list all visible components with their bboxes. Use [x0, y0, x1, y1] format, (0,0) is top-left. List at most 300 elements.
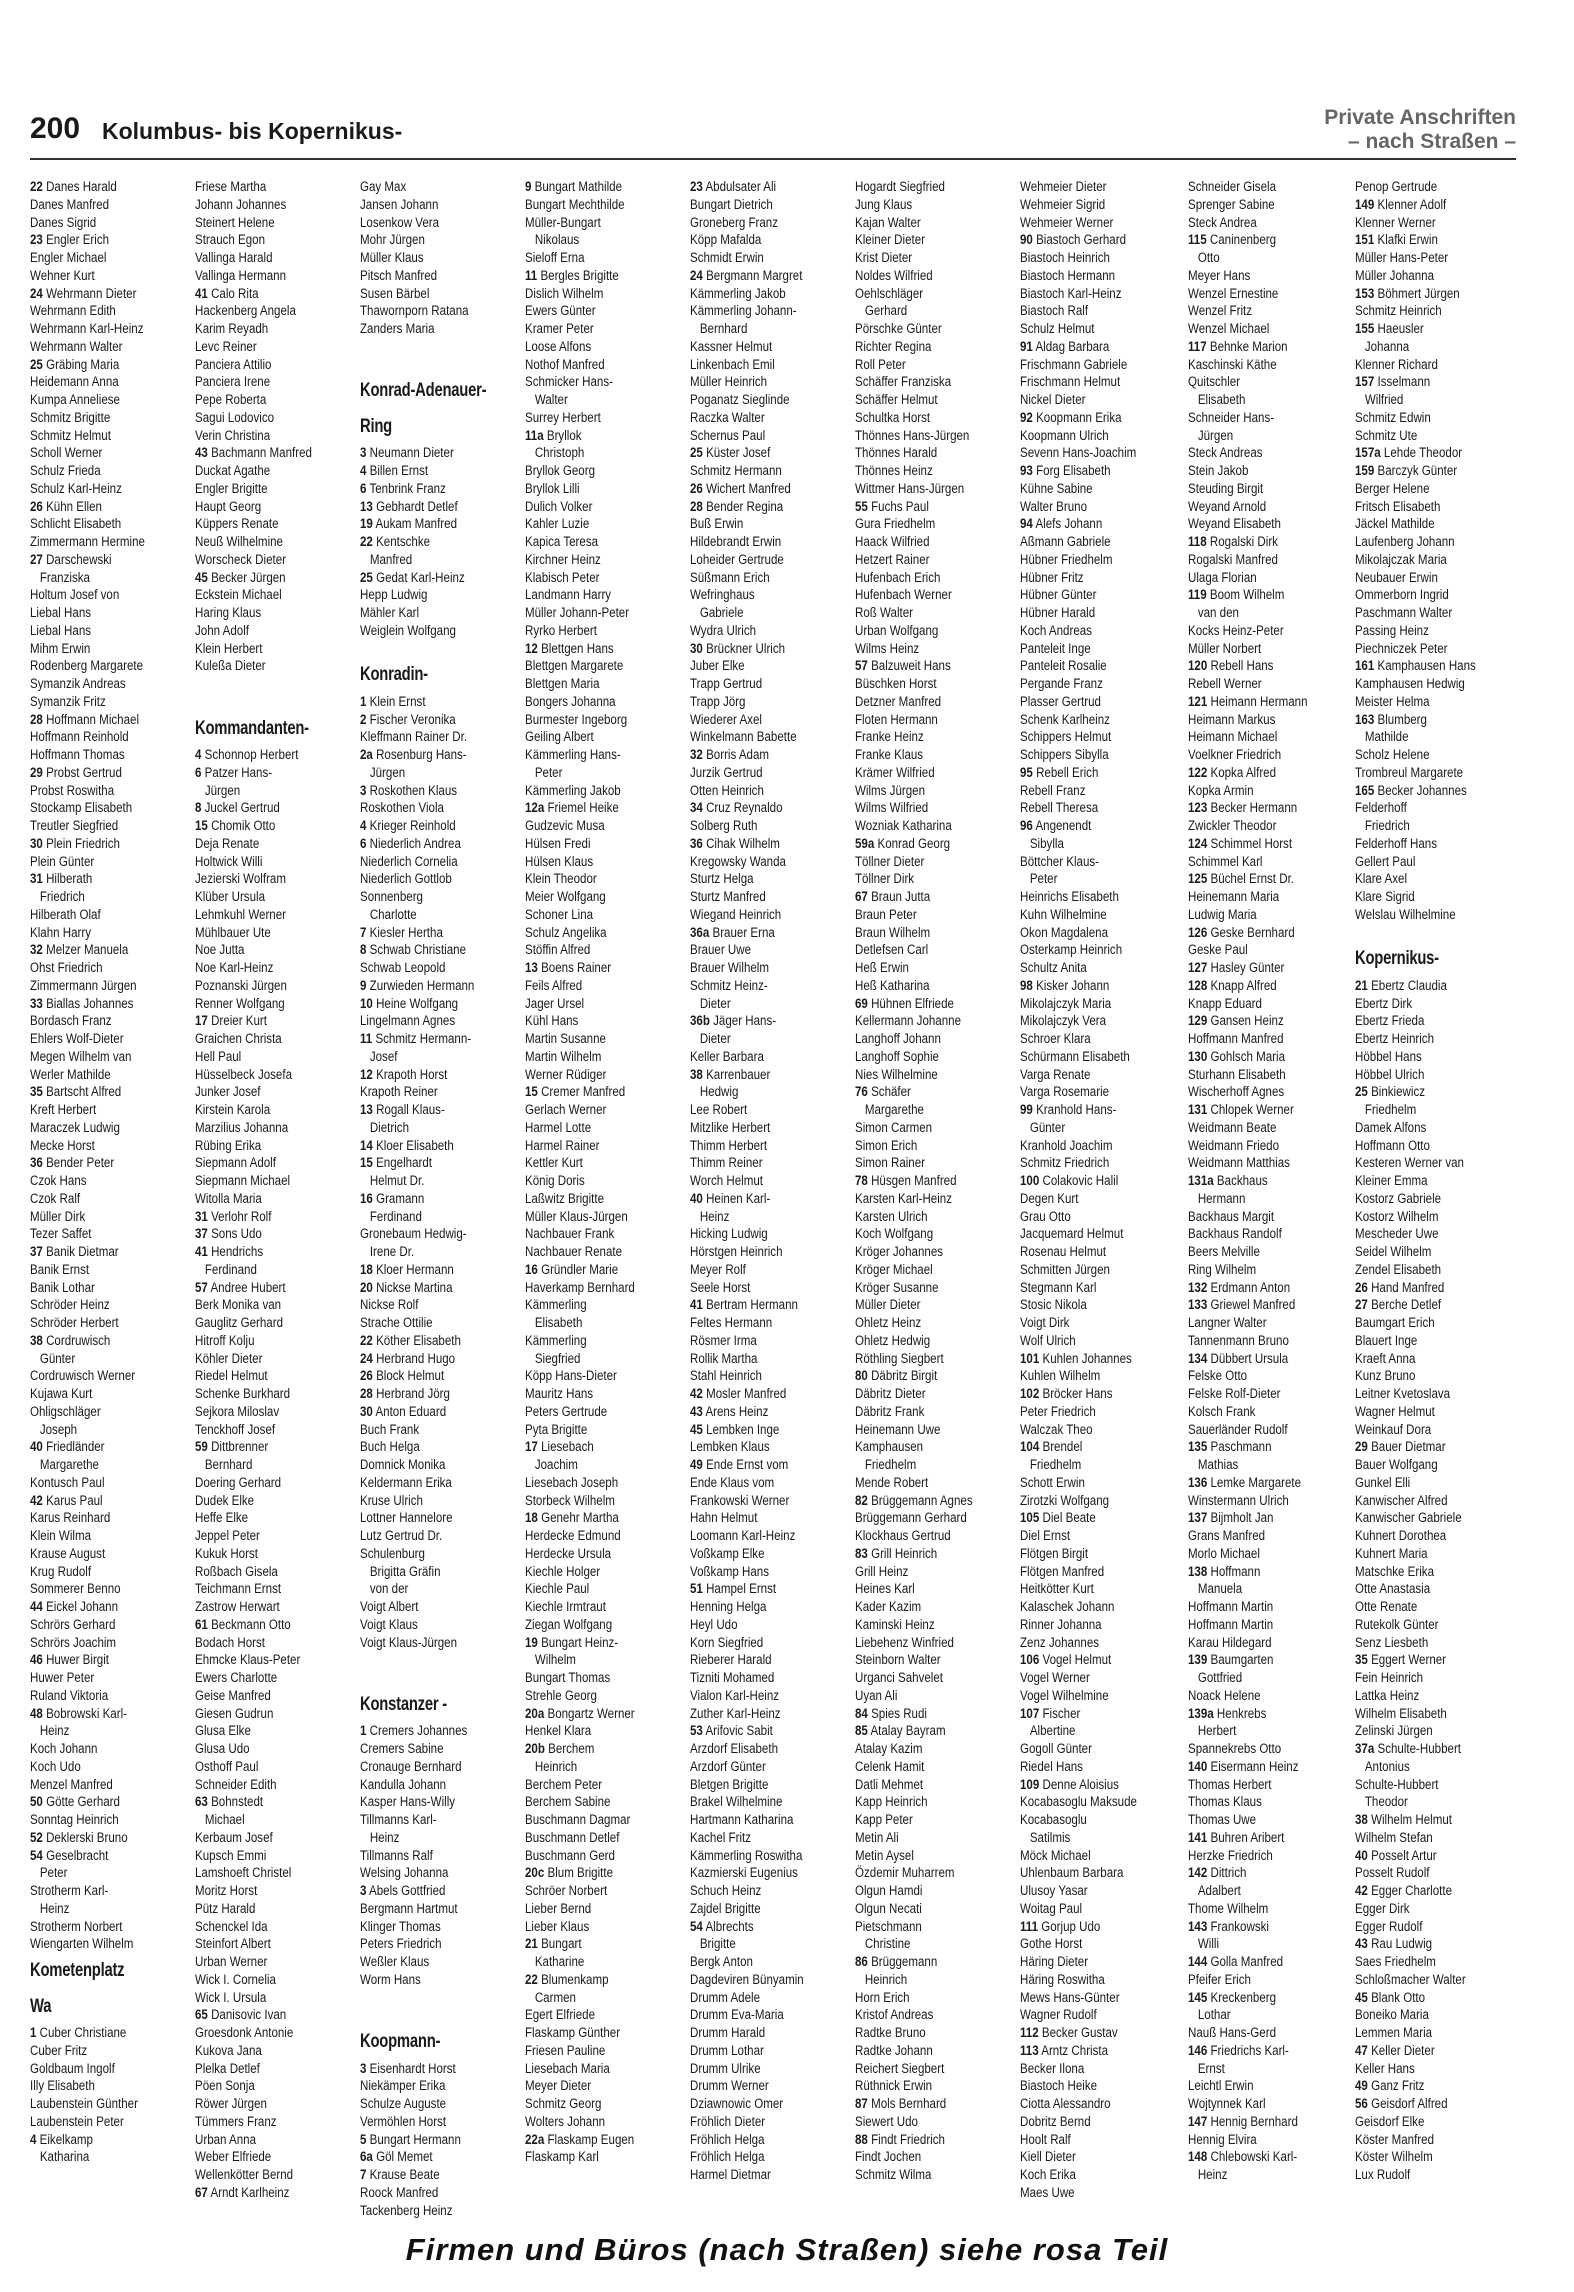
directory-entry [855, 640, 1017, 658]
entry-text [1020, 231, 1126, 249]
resident-name: Büchel Ernst Dr. [1210, 870, 1295, 887]
resident-name: Braun Wilhelm [855, 923, 931, 940]
directory-entry [855, 1279, 1017, 1297]
directory-entry [1188, 1935, 1350, 1953]
directory-entry [30, 1811, 192, 1829]
entry-text [1020, 1971, 1105, 1989]
directory-entry [30, 764, 192, 782]
directory-entry [855, 1208, 1017, 1226]
entry-text [30, 835, 120, 853]
entry-text [360, 906, 417, 924]
resident-name: Tannenmann Bruno [1188, 1331, 1289, 1348]
resident-name: Meier Wolfgang [525, 888, 606, 904]
resident-name: Wagner Rudolf [1020, 2006, 1097, 2023]
resident-name: Müller Johanna [1355, 266, 1435, 283]
resident-name: Noe Jutta [195, 941, 245, 958]
resident-name: Buschmann Dagmar [525, 1811, 631, 1827]
directory-entry [1020, 249, 1182, 267]
entry-text [1188, 1740, 1281, 1758]
directory-entry [690, 1669, 852, 1687]
resident-name: Drumm Lothar [690, 2041, 764, 2058]
resident-name: Noe Karl-Heinz [195, 959, 274, 975]
entry-text [195, 1598, 280, 1616]
resident-name: Kröger Susanne [855, 1278, 939, 1295]
directory-entry [1020, 1208, 1182, 1226]
entry-text [1355, 1119, 1426, 1137]
directory-entry [1188, 320, 1350, 338]
directory-entry [1188, 1332, 1350, 1350]
directory-entry [1020, 196, 1182, 214]
resident-name: Günter [39, 1349, 76, 1366]
resident-name: Langner Walter [1188, 1314, 1267, 1330]
resident-name: Mihm Erwin [30, 639, 91, 656]
entry-text [360, 817, 456, 835]
directory-entry [30, 1030, 192, 1048]
entry-text [360, 2113, 446, 2131]
directory-entry [1188, 1243, 1350, 1261]
entry-text [1188, 1758, 1299, 1776]
entry-text [360, 1776, 446, 1794]
directory-entry [1020, 2166, 1182, 2184]
entry-text [855, 622, 938, 640]
entry-text [360, 1119, 409, 1137]
entry-text [30, 2060, 115, 2078]
directory-entry [1188, 444, 1350, 462]
entry-text [1020, 196, 1105, 214]
resident-name: Czok Hans [30, 1172, 87, 1188]
resident-name: Weiglein Wolfgang [360, 621, 456, 638]
resident-name: Eikelkamp [39, 2130, 93, 2147]
directory-entry [1020, 853, 1182, 871]
directory-entry [195, 1314, 357, 1332]
directory-entry [1020, 2184, 1182, 2202]
directory-entry [855, 1918, 1017, 1936]
entry-text [360, 1208, 422, 1226]
directory-entry [360, 1598, 522, 1616]
entry-text [1188, 1101, 1294, 1119]
resident-name: Kleiner Emma [1355, 1172, 1428, 1188]
directory-entry [690, 817, 852, 835]
house-number: 157a [1355, 444, 1381, 461]
resident-name: Backhaus [1216, 1172, 1268, 1188]
entry-text [1355, 1154, 1464, 1172]
directory-column [1020, 178, 1182, 2202]
entry-text [690, 1953, 753, 1971]
directory-entry [855, 1793, 1017, 1811]
entry-text [360, 1030, 471, 1048]
entry-text [1020, 1829, 1070, 1847]
resident-name: Rollik Martha [690, 1349, 758, 1366]
entry-text [195, 1119, 288, 1137]
entry-text [1355, 1847, 1437, 1865]
house-number: 90 [1020, 231, 1033, 248]
directory-entry [360, 1438, 522, 1456]
entry-text [1355, 1971, 1466, 1989]
entry-text [690, 959, 769, 977]
directory-entry [30, 1545, 192, 1563]
directory-entry [1020, 480, 1182, 498]
resident-name: Banik Dietmar [46, 1243, 119, 1259]
directory-entry [855, 1989, 1017, 2007]
directory-entry [690, 1030, 852, 1048]
entry-text [30, 1314, 119, 1332]
resident-name: Wellenkötter Bernd [195, 2166, 294, 2182]
directory-entry [30, 1492, 192, 1510]
entry-text [1020, 1243, 1106, 1261]
directory-entry [1188, 1651, 1350, 1669]
entry-text [855, 1456, 916, 1474]
directory-entry [30, 728, 192, 746]
resident-name: Bachmann Manfred [211, 444, 312, 461]
entry-text [1020, 941, 1122, 959]
entry-text [690, 533, 781, 551]
entry-text [195, 1172, 290, 1190]
directory-entry [690, 302, 852, 320]
entry-text [1020, 1101, 1116, 1119]
resident-name: Friedrich [39, 888, 85, 904]
directory-entry [855, 1563, 1017, 1581]
house-number: 148 [1188, 2148, 1208, 2165]
resident-name: Wick I. Cornelia [195, 1970, 276, 1987]
directory-entry [690, 1403, 852, 1421]
directory-entry [855, 338, 1017, 356]
resident-name: Özdemir Muharrem [855, 1864, 955, 1881]
resident-name: Schoner Lina [525, 905, 594, 922]
directory-entry [195, 1669, 357, 1687]
resident-name: Kachel Fritz [690, 1828, 752, 1845]
entry-text [525, 835, 591, 853]
directory-entry [1020, 1048, 1182, 1066]
house-number: 41 [195, 284, 208, 301]
directory-entry [690, 1509, 852, 1527]
entry-text [1020, 728, 1111, 746]
directory-entry [30, 2113, 192, 2131]
house-number: 63 [195, 1793, 208, 1810]
house-number: 92 [1020, 408, 1033, 425]
directory-entry [1020, 1509, 1182, 1527]
directory-entry [1355, 1900, 1517, 1918]
entry-text [195, 1048, 241, 1066]
entry-text [1188, 1847, 1273, 1865]
entry-text [855, 941, 928, 959]
directory-entry [1020, 1367, 1182, 1385]
directory-entry [30, 1332, 192, 1350]
entry-text [360, 1474, 452, 1492]
resident-name: Teichmann Ernst [195, 1580, 282, 1597]
entry-text [1355, 1030, 1434, 1048]
resident-name: Korn Siegfried [690, 1633, 764, 1650]
resident-name: Jäckel Mathilde [1355, 515, 1435, 532]
directory-entry [1188, 782, 1350, 800]
resident-name: Frischmann Gabriele [1020, 355, 1128, 372]
entry-text [30, 1350, 75, 1368]
directory-entry [360, 1101, 522, 1119]
entry-text [30, 1864, 67, 1882]
directory-entry [1020, 622, 1182, 640]
entry-text [1355, 1296, 1441, 1314]
directory-entry [195, 1900, 357, 1918]
entry-text [30, 1580, 121, 1598]
directory-entry [1020, 1847, 1182, 1865]
entry-text [855, 1225, 933, 1243]
entry-text [855, 427, 969, 445]
house-number: 14 [360, 1136, 373, 1153]
entry-text [855, 1580, 915, 1598]
entry-text [855, 1847, 914, 1865]
directory-entry [1355, 356, 1517, 374]
entry-text [360, 693, 426, 711]
entry-text [525, 1989, 576, 2007]
directory-entry [855, 1492, 1017, 1510]
resident-name: Henkrebs [1216, 1704, 1267, 1721]
entry-text [1188, 906, 1257, 924]
directory-entry [690, 728, 852, 746]
directory-entry [30, 711, 192, 729]
resident-name: Heß Katharina [855, 976, 930, 993]
directory-entry [690, 657, 852, 675]
entry-text [1020, 1492, 1109, 1510]
resident-name: Fein Heinrich [1355, 1669, 1424, 1685]
directory-entry [690, 533, 852, 551]
resident-name: Linkenbach Emil [690, 355, 775, 372]
directory-entry [1020, 2148, 1182, 2166]
resident-name: Walter [534, 391, 568, 407]
directory-entry [195, 817, 357, 835]
directory-entry [525, 995, 687, 1013]
directory-entry [525, 1651, 687, 1669]
resident-name: Voigt Dirk [1020, 1314, 1070, 1330]
directory-entry [360, 711, 522, 729]
directory-entry [1355, 1616, 1517, 1634]
directory-entry [195, 977, 357, 995]
entry-text [855, 1918, 922, 1936]
resident-name: Steck Andreas [1188, 444, 1263, 461]
resident-name: Roßbach Gisela [195, 1562, 278, 1579]
entry-text [1020, 1030, 1091, 1048]
directory-entry [1188, 1722, 1350, 1740]
entry-text [1020, 427, 1109, 445]
directory-entry [690, 1385, 852, 1403]
entry-text [1355, 1829, 1433, 1847]
directory-entry [360, 1083, 522, 1101]
directory-entry [855, 1012, 1017, 1030]
directory-entry [690, 356, 852, 374]
directory-entry [690, 1882, 852, 1900]
directory-entry [195, 409, 357, 427]
directory-entry [525, 1101, 687, 1119]
directory-entry [195, 782, 357, 800]
resident-name: Klein Wilma [30, 1527, 92, 1543]
resident-name: Müller Heinrich [690, 373, 768, 390]
resident-name: Gansen Heinz [1210, 1012, 1284, 1029]
entry-text [1355, 1758, 1410, 1776]
resident-name: Storbeck Wilhelm [525, 1491, 615, 1508]
resident-name: Lux Rudolf [1355, 2166, 1411, 2182]
entry-text [525, 1634, 618, 1652]
entry-text [1188, 2113, 1298, 2131]
house-number: 55 [855, 497, 868, 514]
directory-entry [855, 285, 1017, 303]
entry-text [195, 1279, 286, 1297]
directory-entry [690, 995, 852, 1013]
resident-name: Hoffmann Reinhold [30, 728, 129, 745]
resident-name: Symanzik Fritz [30, 692, 106, 709]
directory-entry [1188, 711, 1350, 729]
resident-name: Schloßmacher Walter [1355, 1970, 1466, 1987]
resident-name: Siewert Udo [855, 2112, 918, 2129]
resident-name: Nies Wilhelmine [855, 1065, 938, 1082]
entry-text [360, 586, 427, 604]
entry-text [690, 1208, 729, 1226]
directory-entry [360, 1154, 522, 1172]
resident-name: Ruland Viktoria [30, 1686, 109, 1703]
entry-text [1020, 1154, 1109, 1172]
directory-entry [1188, 498, 1350, 516]
entry-text [525, 1314, 582, 1332]
directory-entry [855, 480, 1017, 498]
directory-entry [525, 2006, 687, 2024]
directory-entry [525, 409, 687, 427]
directory-entry [525, 1563, 687, 1581]
directory-entry [690, 462, 852, 480]
entry-text [690, 2077, 769, 2095]
entry-text [855, 1793, 928, 1811]
entry-text [30, 782, 114, 800]
directory-entry [690, 285, 852, 303]
resident-name: Bertram Hermann [706, 1296, 798, 1313]
house-number: 28 [360, 1385, 373, 1401]
resident-name: Melzer Manuela [46, 941, 129, 958]
entry-text [195, 2184, 289, 2202]
directory-entry [195, 2166, 357, 2184]
directory-entry [855, 1971, 1017, 1989]
house-number: 131a [1188, 1172, 1214, 1188]
resident-name: Rogalski Manfred [1188, 550, 1278, 567]
resident-name: Schmitz Georg [525, 2095, 602, 2111]
entry-text [1188, 249, 1220, 267]
entry-text [690, 1137, 767, 1155]
directory-entry [1355, 1438, 1517, 1456]
directory-entry [690, 1829, 852, 1847]
house-number: 26 [1355, 1278, 1368, 1295]
entry-text [1020, 1261, 1110, 1279]
resident-name: Metin Aysel [855, 1846, 914, 1863]
directory-entry [360, 462, 522, 480]
resident-name: Drumm Ulrike [690, 2059, 761, 2076]
entry-text [1020, 995, 1111, 1013]
entry-text [1355, 462, 1457, 480]
entry-text [1020, 2077, 1097, 2095]
entry-text [1355, 1208, 1438, 1226]
entry-text [1355, 2131, 1434, 2149]
house-number: 144 [1188, 1953, 1208, 1969]
resident-name: Hasley Günter [1210, 959, 1285, 975]
entry-text [1355, 249, 1448, 267]
resident-name: Thomas Herbert [1188, 1775, 1272, 1792]
house-number: 119 [1188, 586, 1207, 603]
entry-text [30, 267, 95, 285]
resident-name: Gura Friedhelm [855, 515, 936, 532]
resident-name: Peter Friedrich [1020, 1402, 1096, 1419]
entry-text [360, 214, 439, 232]
resident-name: Hildebrandt Erwin [690, 533, 782, 549]
directory-entry [690, 977, 852, 995]
entry-text [1355, 1190, 1441, 1208]
directory-entry [525, 1225, 687, 1243]
resident-name: John Adolf [195, 621, 249, 638]
directory-entry [690, 1101, 852, 1119]
directory-entry [1188, 2060, 1350, 2078]
entry-text [195, 1261, 257, 1279]
entry-text [690, 1350, 757, 1368]
resident-name: Heinrich [534, 1757, 578, 1774]
directory-entry [1188, 1066, 1350, 1084]
resident-name: Klahn Harry [30, 923, 92, 940]
resident-name: Blettgen Hans [541, 639, 614, 656]
directory-entry [690, 249, 852, 267]
directory-entry [525, 285, 687, 303]
directory-entry [1188, 214, 1350, 232]
entry-text [525, 1669, 610, 1687]
entry-text [195, 977, 287, 995]
house-number: 101 [1020, 1349, 1040, 1366]
directory-entry [525, 817, 687, 835]
house-number: 25 [690, 444, 703, 461]
directory-entry [855, 569, 1017, 587]
entry-text [690, 1989, 760, 2007]
entry-text [690, 1119, 770, 1137]
directory-entry [195, 1829, 357, 1847]
entry-text [855, 231, 925, 249]
resident-name: Strotherm Norbert [30, 1917, 123, 1934]
entry-text [1020, 2095, 1111, 2113]
resident-name: Joachim [534, 1456, 578, 1472]
resident-name: Bröcker Hans [1042, 1385, 1113, 1401]
directory-entry [1355, 1101, 1517, 1119]
entry-text [30, 356, 119, 374]
entry-text [525, 1598, 606, 1616]
directory-entry [360, 515, 522, 533]
entry-text [1355, 888, 1415, 906]
directory-entry [855, 462, 1017, 480]
resident-name: Lottner Hannelore [360, 1509, 453, 1526]
resident-name: Kolsch Frank [1188, 1402, 1256, 1419]
directory-entry [690, 1758, 852, 1776]
resident-name: Laubenstein Günther [30, 2095, 138, 2111]
directory-entry [1020, 1669, 1182, 1687]
street-name: Konradin- [360, 664, 428, 686]
entry-text [525, 2060, 610, 2078]
directory-entry [690, 1083, 852, 1101]
resident-name: Anton Eduard [375, 1402, 447, 1419]
resident-name: Hennig Elvira [1188, 2130, 1257, 2147]
entry-text [1188, 1563, 1260, 1581]
resident-name: Klein Ernst [369, 692, 426, 709]
entry-text [195, 1154, 276, 1172]
resident-name: Geske Paul [1188, 941, 1248, 958]
directory-entry [1188, 1953, 1350, 1971]
directory-entry [855, 995, 1017, 1013]
directory-entry [855, 1722, 1017, 1740]
entry-text [1020, 2184, 1075, 2202]
street-heading [30, 1989, 192, 2025]
entry-text [1020, 1616, 1102, 1634]
resident-name: Hilberath Olaf [30, 905, 101, 922]
resident-name: Buch Helga [360, 1438, 420, 1455]
street-name: Kopernikus- [1355, 948, 1439, 970]
entry-text [1188, 711, 1275, 729]
directory-entry [1020, 1190, 1182, 1208]
